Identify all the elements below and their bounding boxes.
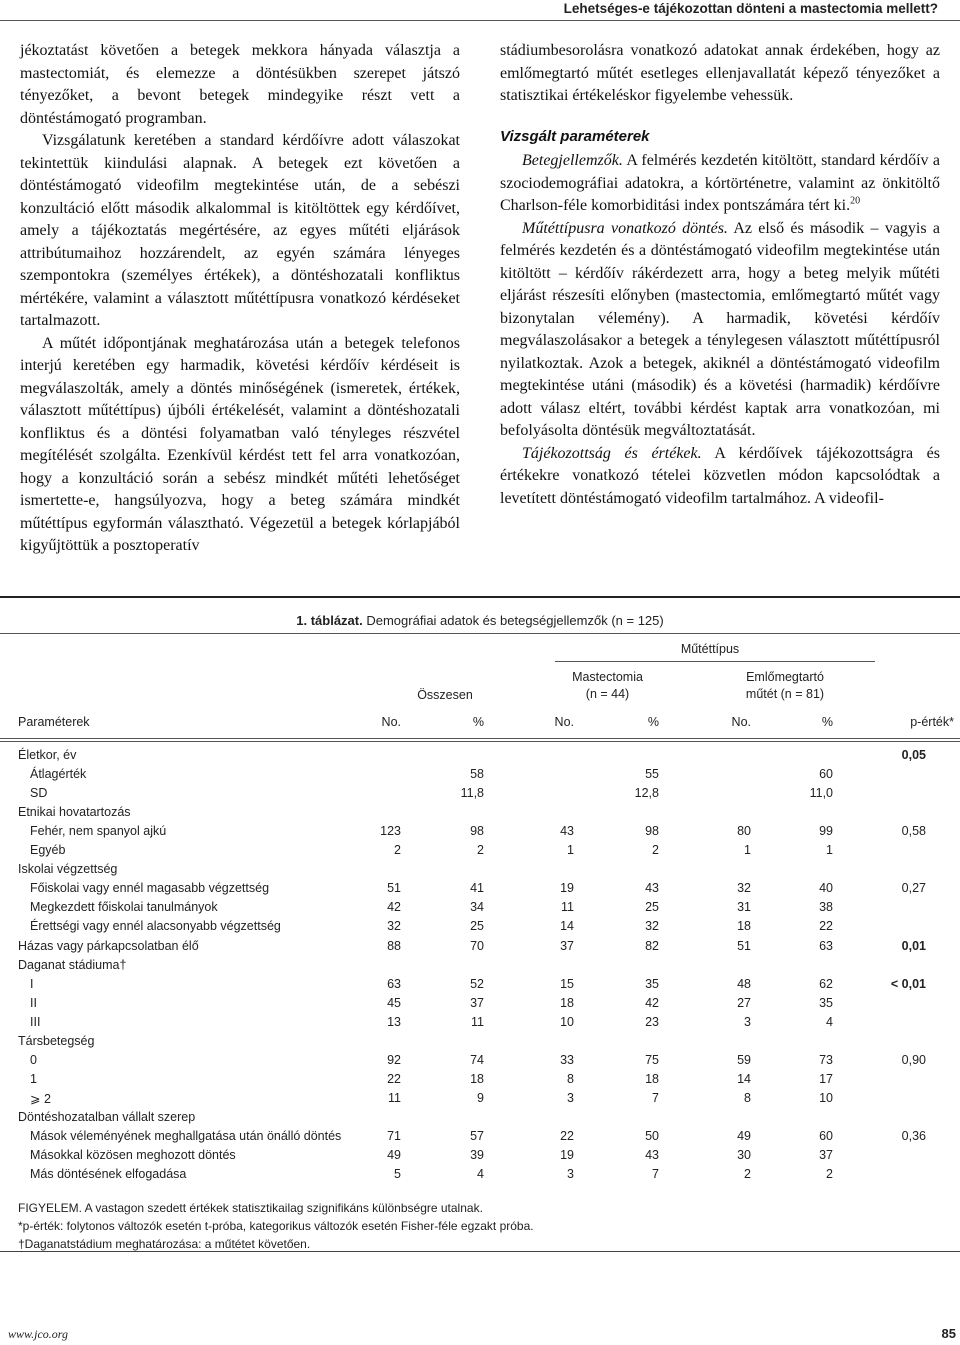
table-row xyxy=(0,1034,960,1053)
table-row xyxy=(0,748,960,767)
table-row xyxy=(0,862,960,881)
row-label: Átlagérték xyxy=(30,767,87,782)
row-label: 0 xyxy=(30,1052,37,1067)
row-label: Etnikai hovatartozás xyxy=(18,805,131,820)
cell-value: 59 xyxy=(737,1052,751,1067)
p-value: 0,05 xyxy=(901,748,926,762)
row-label: Iskolai végzettség xyxy=(18,862,118,877)
cell-value: 123 xyxy=(380,824,401,839)
cell-value: 43 xyxy=(645,1148,659,1163)
cell-value: 33 xyxy=(560,1052,574,1067)
cell-value: 60 xyxy=(819,767,833,782)
cell-value: 45 xyxy=(387,995,401,1010)
row-label: Főiskolai vagy ennél magasabb végzettség xyxy=(30,881,270,896)
header-rule-2 xyxy=(0,741,960,742)
column-header-row xyxy=(0,715,960,734)
table-footnotes xyxy=(18,1199,534,1253)
paragraph-lead: Műtéttípusra vonatkozó döntés. xyxy=(522,219,728,237)
cell-value: 4 xyxy=(477,1167,484,1182)
table-row xyxy=(0,805,960,824)
row-label: Mások véleményének meghallgatása után önálló döntés xyxy=(30,1129,342,1143)
table-row xyxy=(0,1015,960,1034)
cell-value: 35 xyxy=(819,995,833,1010)
table-row xyxy=(0,996,960,1015)
table-row xyxy=(0,977,960,996)
cell-value: 62 xyxy=(819,976,833,991)
row-label: Érettségi vagy ennél alacsonyabb végzettség xyxy=(30,919,281,934)
header-mutettipus: Műtéttípus xyxy=(680,642,740,656)
cell-value: 3 xyxy=(567,1090,574,1105)
cell-value: 2 xyxy=(826,1167,833,1182)
cell-value: 18 xyxy=(645,1071,659,1086)
cell-value: 14 xyxy=(560,919,574,934)
table-row xyxy=(0,843,960,862)
right-paragraph-2: Betegjellemzők. A felmérés kezdetén kitöltött, standard kérdőív a szociodemográfiai adatokra, a kórtörténetre, valamint az önkitöltő Charlson-féle komorbiditási index pontszámára tért ki.$^{20}$ xyxy=(500,152,940,214)
right-paragraph-1: stádiumbesorolásra vonatkozó adatokat annak érdekében, hogy az emlőmegtartó műtét esetleges ellenjavallatát képező tényezőket a statisztikai értékeléskor figyelembe vehessük. xyxy=(500,42,940,104)
paragraph-lead: Tájékozottság és értékek. xyxy=(522,444,702,462)
right-paragraph-4: Tájékozottság és értékek. A kérdőívek tájékozottságra és értékekre vonatkozó tételei közvetlen módon kapcsolódtak a levetített döntéstámogató videofilm tartalmához. A videofil- xyxy=(500,444,940,507)
left-paragraph-2: Vizsgálatunk keretében a standard kérdőívre adott válaszokat tekintettük kiindulási alapnak. A betegek ezt követően a döntéstámogató videofilm megtekintése után, de a sebészi konzultáció előtt második alkalommal is kitöltöttek egy kérdőívet, amely a tájékoztatás megértésére, az egyes műtéti eljárások attribútumaihoz hozzárendelt, az egyén számára lényeges szempontokra (személyes értékek), a döntéshozatali konfliktus mértékére, valamint a választott műtéttípusra vonatkozó kérdéseket tartalmazott. xyxy=(20,132,460,329)
row-label: Döntéshozatalban vállalt szerep xyxy=(18,1109,196,1124)
cell-value: 22 xyxy=(387,1071,401,1086)
cell-value: 12,8 xyxy=(634,786,659,801)
cell-value: 32 xyxy=(737,881,751,896)
cell-value: 37 xyxy=(470,995,484,1010)
table-row xyxy=(0,786,960,805)
cell-value: 3 xyxy=(744,1014,751,1029)
cell-value: 11 xyxy=(471,1014,484,1029)
cell-value: 58 xyxy=(470,767,484,782)
cell-value: 2 xyxy=(477,843,484,858)
cell-value: 25 xyxy=(645,900,659,915)
caption-rule xyxy=(0,633,960,634)
footnote-1: FIGYELEM. A vastagon szedett értékek statisztikailag szignifikáns különbségre utalnak. xyxy=(18,1201,483,1215)
cell-value: 11 xyxy=(561,900,574,915)
cell-value: 42 xyxy=(645,995,659,1010)
table-row xyxy=(0,958,960,977)
cell-value: 50 xyxy=(645,1129,659,1143)
cell-value: 23 xyxy=(645,1014,659,1029)
cell-value: 5 xyxy=(394,1167,401,1182)
cell-value: 60 xyxy=(819,1129,833,1143)
cell-value: 43 xyxy=(560,824,574,839)
col-parameterek: Paraméterek xyxy=(18,715,90,729)
row-label: Egyéb xyxy=(30,843,66,858)
cell-value: 71 xyxy=(387,1129,401,1143)
cell-value: 49 xyxy=(387,1148,401,1163)
col-pct: % xyxy=(472,715,484,729)
table-row xyxy=(0,881,960,900)
row-label: SD xyxy=(30,786,48,801)
cell-value: 31 xyxy=(737,900,751,915)
section-heading: Vizsgált paraméterek xyxy=(500,127,650,145)
cell-value: 22 xyxy=(560,1129,574,1143)
cell-value: 14 xyxy=(737,1071,751,1086)
row-label: Életkor, év xyxy=(18,748,77,762)
row-label: Más döntésének elfogadása xyxy=(30,1167,187,1182)
cell-value: 37 xyxy=(560,938,574,953)
paragraph-lead: Betegjellemzők. xyxy=(522,152,623,169)
cell-value: 13 xyxy=(387,1014,401,1029)
right-column xyxy=(500,40,940,510)
cell-value: 18 xyxy=(560,995,574,1010)
cell-value: 82 xyxy=(645,938,659,953)
p-value: 0,36 xyxy=(901,1129,926,1143)
cell-value: 42 xyxy=(387,900,401,915)
cell-value: 11 xyxy=(388,1090,401,1105)
cell-value: 55 xyxy=(645,767,659,782)
p-value: 0,27 xyxy=(901,881,926,896)
cell-value: 8 xyxy=(744,1090,751,1105)
cell-value: 75 xyxy=(645,1052,659,1067)
table-row xyxy=(0,919,960,938)
row-label: Megkezdett főiskolai tanulmányok xyxy=(30,900,218,915)
header-osszesen: Összesen xyxy=(417,688,473,702)
right-paragraph-3: Műtéttípusra vonatkozó döntés. Az első és második – vagyis a felmérés kezdetén és a döntéstámogató videofilm megtekintése után kitöltött – kérdőív rákérdezett arra, hogy a beteg melyik műtéti eljárást részesíti előnyben (mastectomia, emlőmegtartó műtét vagy bizonytalan vélemény). A harmadik, követési kérdőív megválaszolásakor a betegek a ténylegesen választott műtéttípusról nyilatkoztak. Azok a betegek, akiknél a döntéstámogató videofilm megtekintése utáni (második) és a követési (harmadik) kérdőívre adott válasz eltért, további kérdést kaptak arra vonatkozóan, mi befolyásolta döntésük megváltoztatását. xyxy=(500,219,941,439)
header-rule-1 xyxy=(0,738,960,739)
footnote-3: †Daganatstádium meghatározása: a műtétet követően. xyxy=(18,1237,311,1251)
col-p: p-érték* xyxy=(910,715,954,729)
reference-superscript: 20 xyxy=(850,195,861,207)
cell-value: 19 xyxy=(560,881,574,896)
row-label: Daganat stádiuma† xyxy=(18,957,127,972)
cell-value: 11,0 xyxy=(809,786,833,801)
cell-value: 1 xyxy=(567,843,574,858)
cell-value: 74 xyxy=(470,1052,484,1067)
cell-value: 2 xyxy=(744,1167,751,1182)
cell-value: 22 xyxy=(819,919,833,934)
row-label: Házas vagy párkapcsolatban élő xyxy=(18,938,199,953)
cell-value: 63 xyxy=(819,938,833,953)
table-1 xyxy=(0,596,960,1252)
cell-value: 88 xyxy=(387,938,401,953)
cell-value: 34 xyxy=(470,900,484,915)
header-group-rule xyxy=(555,661,875,662)
cell-value: 35 xyxy=(645,976,659,991)
cell-value: 30 xyxy=(737,1148,751,1163)
table-row xyxy=(0,1148,960,1167)
left-paragraph-3: A műtét időpontjának meghatározása után a betegek telefonos interjú keretében egy harmadik, követési kérdőív kérdéseit is megválaszolták, amely a döntés minőségének (ismeretek, értékek, választott műtéttípus) újbóli értékelését, valamint a döntéshozatali konfliktus és a döntési folyamatban való tényleges részvétel megítélését szolgálta. Ezenkívül kérdést tett fel arra vonatkozóan, hogy a konzultáció során a sebész mindkét műtéti lehetőséget ismertette-e, hangsúlyozva, hogy a beteg számára mindkét műtéttípus egyformán választható. Végezetül a betegek kórlapjából kigyűjtöttük a posztoperatív xyxy=(20,334,460,554)
col-no: No. xyxy=(381,715,401,729)
row-label: Fehér, nem spanyol ajkú xyxy=(30,824,167,839)
cell-value: 1 xyxy=(826,843,833,858)
row-label: II xyxy=(30,995,37,1010)
cell-value: 98 xyxy=(470,824,484,839)
cell-value: 15 xyxy=(560,976,574,991)
cell-value: 51 xyxy=(737,938,751,953)
cell-value: 39 xyxy=(470,1148,484,1163)
cell-value: 18 xyxy=(470,1071,484,1086)
cell-value: 48 xyxy=(737,976,751,991)
cell-value: 7 xyxy=(652,1090,659,1105)
cell-value: 3 xyxy=(567,1167,574,1182)
table-row xyxy=(0,1053,960,1072)
cell-value: 18 xyxy=(737,919,751,934)
left-column xyxy=(20,40,460,558)
cell-value: 27 xyxy=(737,995,751,1010)
cell-value: 63 xyxy=(387,976,401,991)
cell-value: 32 xyxy=(387,919,401,934)
table-row xyxy=(0,1129,960,1148)
cell-value: 98 xyxy=(645,824,659,839)
col-pct: % xyxy=(821,715,833,729)
col-no: No. xyxy=(554,715,574,729)
row-label: Másokkal közösen meghozott döntés xyxy=(30,1148,236,1163)
table-row xyxy=(0,900,960,919)
row-label: Társbetegség xyxy=(18,1033,95,1048)
p-value: 0,58 xyxy=(901,824,926,839)
cell-value: 8 xyxy=(567,1071,574,1086)
cell-value: 2 xyxy=(394,843,401,858)
table-row xyxy=(0,1091,960,1110)
cell-value: 38 xyxy=(819,900,833,915)
left-paragraph-1: jékoztatást követően a betegek mekkora hányada választja a mastectomiát, és elemezze a döntésükben szerepet játszó tényezőket, a bevont betegek mindegyike részt vett a döntéstámogató programban. xyxy=(20,42,460,127)
cell-value: 99 xyxy=(819,824,833,839)
cell-value: 10 xyxy=(819,1090,833,1105)
p-value: 0,90 xyxy=(901,1052,926,1067)
header-emlomegtarto: Emlőmegtartó műtét (n = 81) xyxy=(745,670,825,701)
p-value: 0,01 xyxy=(901,938,926,953)
table-row xyxy=(0,939,960,958)
row-label: I xyxy=(30,976,34,991)
cell-value: 57 xyxy=(470,1129,484,1143)
cell-value: 52 xyxy=(470,976,484,991)
table-row xyxy=(0,767,960,786)
cell-value: 51 xyxy=(387,881,401,896)
header-mastectomia: Mastectomia (n = 44) xyxy=(572,670,643,701)
footnote-2: *p-érték: folytonos változók esetén t-próba, kategorikus változók esetén Fisher-féle egzakt próba. xyxy=(18,1219,534,1233)
cell-value: 43 xyxy=(645,881,659,896)
cell-value: 2 xyxy=(652,843,659,858)
table-caption: 1. táblázat. Demográfiai adatok és betegségjellemzők (n = 125) xyxy=(296,613,664,628)
cell-value: 10 xyxy=(560,1014,574,1029)
cell-value: 70 xyxy=(470,938,484,953)
cell-value: 32 xyxy=(645,919,659,934)
cell-value: 17 xyxy=(819,1071,833,1086)
row-label: ⩾ 2 xyxy=(30,1091,51,1106)
table-row xyxy=(0,824,960,843)
cell-value: 9 xyxy=(477,1090,484,1105)
cell-value: 19 xyxy=(560,1148,574,1163)
journal-url: www.jco.org xyxy=(8,1327,69,1341)
cell-value: 80 xyxy=(737,824,751,839)
table-row xyxy=(0,1072,960,1091)
cell-value: 40 xyxy=(819,881,833,896)
page-number: 85 xyxy=(941,1326,956,1341)
row-label: 1 xyxy=(30,1071,37,1086)
running-header xyxy=(0,0,960,21)
cell-value: 92 xyxy=(387,1052,401,1067)
cell-value: 41 xyxy=(470,881,484,896)
p-value: < 0,01 xyxy=(890,976,926,991)
cell-value: 11,8 xyxy=(460,786,484,801)
running-title: Lehetséges-e tájékozottan dönteni a mastectomia mellett? xyxy=(563,1,938,16)
table-row xyxy=(0,1110,960,1129)
col-pct: % xyxy=(647,715,659,729)
cell-value: 73 xyxy=(819,1052,833,1067)
cell-value: 1 xyxy=(744,843,751,858)
cell-value: 37 xyxy=(819,1148,833,1163)
cell-value: 49 xyxy=(737,1129,751,1143)
cell-value: 25 xyxy=(470,919,484,934)
cell-value: 7 xyxy=(652,1167,659,1182)
table-row xyxy=(0,1167,960,1186)
col-no: No. xyxy=(731,715,751,729)
row-label: III xyxy=(30,1014,41,1029)
cell-value: 4 xyxy=(826,1014,833,1029)
